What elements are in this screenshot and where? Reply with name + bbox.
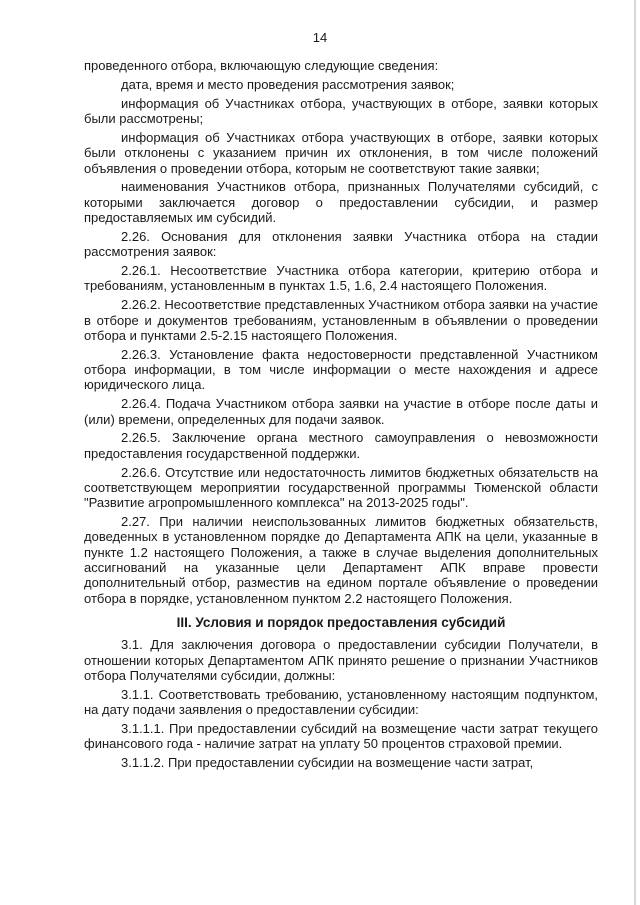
paragraph: 3.1.1.2. При предоставлении субсидии на возмещение части затрат, [121, 755, 534, 771]
paragraph: наименования Участников отбора, признанных Получателями субсидий, с которыми заключается договор о предоставлении субсидии, и размер предоставляемых им субсидий. [84, 179, 598, 226]
paragraph: 3.1.1.1. При предоставлении субсидий на возмещение части затрат текущего финансового года - наличие затрат на уплату 50 процентов страховой премии. [84, 720, 598, 752]
paragraph: 2.26.2. Несоответствие представленных Участником отбора заявки на участие в отборе и документов требованиям, установленным в объявлении о проведении отбора и пунктами 2.5-2.15 настоящего Положения. [84, 297, 598, 343]
paragraph: информация об Участниках отбора, участвующих в отборе, заявки которых были рассмотрены; [84, 95, 598, 127]
paragraph: 3.1. Для заключения договора о предоставлении субсидии Получатели, в отношении которых Департаментом АПК принято решение о признании Участников отбора Получателями субсидии, должны: [84, 637, 598, 683]
paragraph: 2.26.4. Подача Участником отбора заявки на участие в отборе после даты и (или) времени, определенных для подачи заявок. [84, 396, 598, 427]
paragraph: дата, время и место проведения рассмотрения заявок; [121, 76, 455, 92]
paragraph: 2.26.5. Заключение органа местного самоуправления о невозможности предоставления государственной поддержки. [84, 430, 598, 461]
paragraph: 2.26. Основания для отклонения заявки Участника отбора на стадии рассмотрения заявок: [84, 228, 598, 260]
scan-edge-line [634, 0, 636, 905]
page-number: 14 [312, 30, 328, 45]
paragraph: проведенного отбора, включающую следующие сведения: [84, 58, 439, 73]
paragraph: информация об Участниках отбора участвующих в отборе, заявки которых были отклонены с указанием причин их отклонения, в том числе положений объявления о проведении отбора, которым не соответствуют такие заявки; [84, 129, 598, 176]
paragraph: 2.26.6. Отсутствие или недостаточность лимитов бюджетных обязательств на соответствующем мероприятии государственной программы Тюменской области "Развитие агропромышленного комплекса" на 2013-2025 годы". [84, 464, 598, 511]
paragraph: 2.26.1. Несоответствие Участника отбора категории, критерию отбора и требованиям, установленным в пунктах 1.5, 1.6, 2.4 настоящего Положения. [84, 263, 598, 294]
paragraph: 3.1.1. Соответствовать требованию, установленному настоящим подпунктом, на дату подачи заявления о предоставлении субсидии: [84, 686, 598, 717]
document-body [84, 58, 598, 774]
paragraph: 2.26.3. Установление факта недостоверности представленной Участником отбора информации, в том числе информации о месте нахождения и адресе юридического лица. [84, 346, 598, 393]
section-heading: III. Условия и порядок предоставления субсидий [176, 614, 506, 630]
paragraph: 2.27. При наличии неиспользованных лимитов бюджетных обязательств, доведенных в установленном порядке до Департамента АПК на цели, указанные в пункте 1.2 настоящего Положения, а также в случае выделения дополнительных ассигнований на указанные цели Департамент АПК вправе провести дополнительный отбор, разместив на едином портале объявление о проведении отбора в порядке, установленном пунктом 2.2 настоящего Положения. [84, 514, 598, 606]
